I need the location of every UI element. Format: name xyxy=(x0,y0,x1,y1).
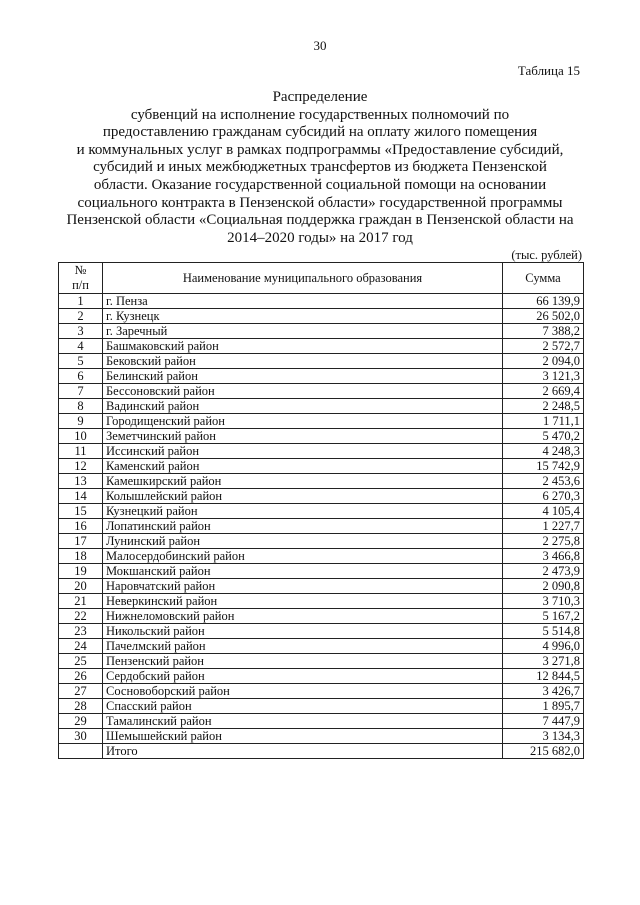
row-sum: 4 248,3 xyxy=(503,444,584,459)
row-sum: 3 271,8 xyxy=(503,654,584,669)
row-name: Итого xyxy=(103,744,503,759)
row-sum: 2 453,6 xyxy=(503,474,584,489)
title-line: Распределение xyxy=(272,89,368,105)
row-sum: 12 844,5 xyxy=(503,669,584,684)
row-name: Лунинский район xyxy=(103,534,503,549)
row-number: 22 xyxy=(59,609,103,624)
row-number: 6 xyxy=(59,369,103,384)
header-number-line: № xyxy=(74,263,87,277)
header-sum: Сумма xyxy=(503,263,584,294)
table-row xyxy=(59,459,584,474)
table-row xyxy=(59,624,584,639)
row-sum: 3 466,8 xyxy=(503,549,584,564)
row-number: 15 xyxy=(59,504,103,519)
row-name: Нижнеломовский район xyxy=(103,609,503,624)
row-name: Мокшанский район xyxy=(103,564,503,579)
table-row xyxy=(59,609,584,624)
row-sum: 2 090,8 xyxy=(503,579,584,594)
table-row xyxy=(59,579,584,594)
title-line: и коммунальных услуг в рамках подпрограммы «Предоставление субсидий, xyxy=(76,141,564,158)
row-number: 16 xyxy=(59,519,103,534)
row-name: Городищенский район xyxy=(103,414,503,429)
row-sum: 2 248,5 xyxy=(503,399,584,414)
table-row xyxy=(59,354,584,369)
table-row xyxy=(59,549,584,564)
row-number: 27 xyxy=(59,684,103,699)
row-name: Бессоновский район xyxy=(103,384,503,399)
row-sum: 6 270,3 xyxy=(503,489,584,504)
table-row xyxy=(59,594,584,609)
table-row xyxy=(59,324,584,339)
title-line: субвенций на исполнение государственных полномочий по xyxy=(130,106,510,123)
row-sum: 5 514,8 xyxy=(503,624,584,639)
row-name: г. Заречный xyxy=(103,324,503,339)
row-number: 8 xyxy=(59,399,103,414)
table-row xyxy=(59,489,584,504)
row-name: Шемышейский район xyxy=(103,729,503,744)
table-row xyxy=(59,309,584,324)
row-number: 30 xyxy=(59,729,103,744)
total-row xyxy=(59,744,584,759)
row-number: 23 xyxy=(59,624,103,639)
row-name: Сердобский район xyxy=(103,669,503,684)
row-sum: 3 121,3 xyxy=(503,369,584,384)
row-sum: 5 470,2 xyxy=(503,429,584,444)
title-line: социального контракта в Пензенской области» государственной программы xyxy=(77,194,563,211)
table-row xyxy=(59,294,584,309)
row-sum: 2 473,9 xyxy=(503,564,584,579)
row-number: 1 xyxy=(59,294,103,309)
row-number: 24 xyxy=(59,639,103,654)
title-line: 2014–2020 годы» на 2017 год xyxy=(227,229,413,246)
row-sum: 1 895,7 xyxy=(503,699,584,714)
table-row xyxy=(59,414,584,429)
table-row xyxy=(59,699,584,714)
document-title xyxy=(56,89,584,247)
row-name: Каменский район xyxy=(103,459,503,474)
table-row xyxy=(59,519,584,534)
table-label: Таблица 15 xyxy=(517,63,580,78)
row-sum: 1 227,7 xyxy=(503,519,584,534)
row-sum: 15 742,9 xyxy=(503,459,584,474)
row-name: Пачелмский район xyxy=(103,639,503,654)
row-name: Башмаковский район xyxy=(103,339,503,354)
row-number: 10 xyxy=(59,429,103,444)
row-sum: 2 572,7 xyxy=(503,339,584,354)
row-name: Земетчинский район xyxy=(103,429,503,444)
row-sum: 215 682,0 xyxy=(503,744,584,759)
table-row xyxy=(59,534,584,549)
row-number: 21 xyxy=(59,594,103,609)
row-number: 11 xyxy=(59,444,103,459)
header-number xyxy=(59,263,103,294)
row-name: Спасский район xyxy=(103,699,503,714)
table-row xyxy=(59,714,584,729)
table-row xyxy=(59,654,584,669)
row-name: Тамалинский район xyxy=(103,714,503,729)
table-row xyxy=(59,684,584,699)
table-row xyxy=(59,339,584,354)
table-row xyxy=(59,384,584,399)
row-number: 20 xyxy=(59,579,103,594)
row-name: Вадинский район xyxy=(103,399,503,414)
table-row xyxy=(59,474,584,489)
row-sum: 3 426,7 xyxy=(503,684,584,699)
subvention-table xyxy=(58,262,584,759)
row-number: 13 xyxy=(59,474,103,489)
row-number: 26 xyxy=(59,669,103,684)
row-sum: 2 669,4 xyxy=(503,384,584,399)
row-name: Иссинский район xyxy=(103,444,503,459)
row-name: Белинский район xyxy=(103,369,503,384)
header-name: Наименование муниципального образования xyxy=(103,263,503,294)
row-sum: 3 710,3 xyxy=(503,594,584,609)
row-sum: 1 711,1 xyxy=(503,414,584,429)
row-name: Кузнецкий район xyxy=(103,504,503,519)
table-row xyxy=(59,369,584,384)
table-row xyxy=(59,729,584,744)
row-number: 7 xyxy=(59,384,103,399)
row-number: 19 xyxy=(59,564,103,579)
row-number: 18 xyxy=(59,549,103,564)
table-row xyxy=(59,564,584,579)
row-sum: 7 388,2 xyxy=(503,324,584,339)
table-header-row xyxy=(59,263,584,294)
row-name: Малосердобинский район xyxy=(103,549,503,564)
row-name: Бековский район xyxy=(103,354,503,369)
row-name: Наровчатский район xyxy=(103,579,503,594)
row-name: Колышлейский район xyxy=(103,489,503,504)
page-number: 30 xyxy=(313,38,327,53)
row-sum: 66 139,9 xyxy=(503,294,584,309)
units-label: (тыс. рублей) xyxy=(511,248,582,262)
row-name: Никольский район xyxy=(103,624,503,639)
table-row xyxy=(59,639,584,654)
row-name: Лопатинский район xyxy=(103,519,503,534)
row-number xyxy=(59,744,103,759)
row-sum: 26 502,0 xyxy=(503,309,584,324)
header-number-line: п/п xyxy=(72,278,89,292)
row-number: 29 xyxy=(59,714,103,729)
row-name: г. Кузнецк xyxy=(103,309,503,324)
row-name: Сосновоборский район xyxy=(103,684,503,699)
row-sum: 3 134,3 xyxy=(503,729,584,744)
row-number: 3 xyxy=(59,324,103,339)
table-row xyxy=(59,444,584,459)
table-row xyxy=(59,504,584,519)
table-row xyxy=(59,429,584,444)
table-row xyxy=(59,399,584,414)
row-name: г. Пенза xyxy=(103,294,503,309)
title-line: предоставлению гражданам субсидий на оплату жилого помещения xyxy=(102,124,538,141)
row-number: 25 xyxy=(59,654,103,669)
row-sum: 7 447,9 xyxy=(503,714,584,729)
row-number: 14 xyxy=(59,489,103,504)
row-number: 4 xyxy=(59,339,103,354)
row-number: 17 xyxy=(59,534,103,549)
row-sum: 4 996,0 xyxy=(503,639,584,654)
row-sum: 4 105,4 xyxy=(503,504,584,519)
row-sum: 2 094,0 xyxy=(503,354,584,369)
row-number: 2 xyxy=(59,309,103,324)
row-name: Пензенский район xyxy=(103,654,503,669)
row-number: 28 xyxy=(59,699,103,714)
row-name: Камешкирский район xyxy=(103,474,503,489)
row-name: Неверкинский район xyxy=(103,594,503,609)
table-row xyxy=(59,669,584,684)
row-number: 5 xyxy=(59,354,103,369)
row-number: 9 xyxy=(59,414,103,429)
title-line: субсидий и иных межбюджетных трансфертов из бюджета Пензенской xyxy=(93,159,547,176)
row-sum: 5 167,2 xyxy=(503,609,584,624)
row-sum: 2 275,8 xyxy=(503,534,584,549)
title-line: Пензенской области «Социальная поддержка граждан в Пензенской области на xyxy=(66,212,574,229)
title-line: области. Оказание государственной социальной помощи на основании xyxy=(93,176,547,193)
row-number: 12 xyxy=(59,459,103,474)
